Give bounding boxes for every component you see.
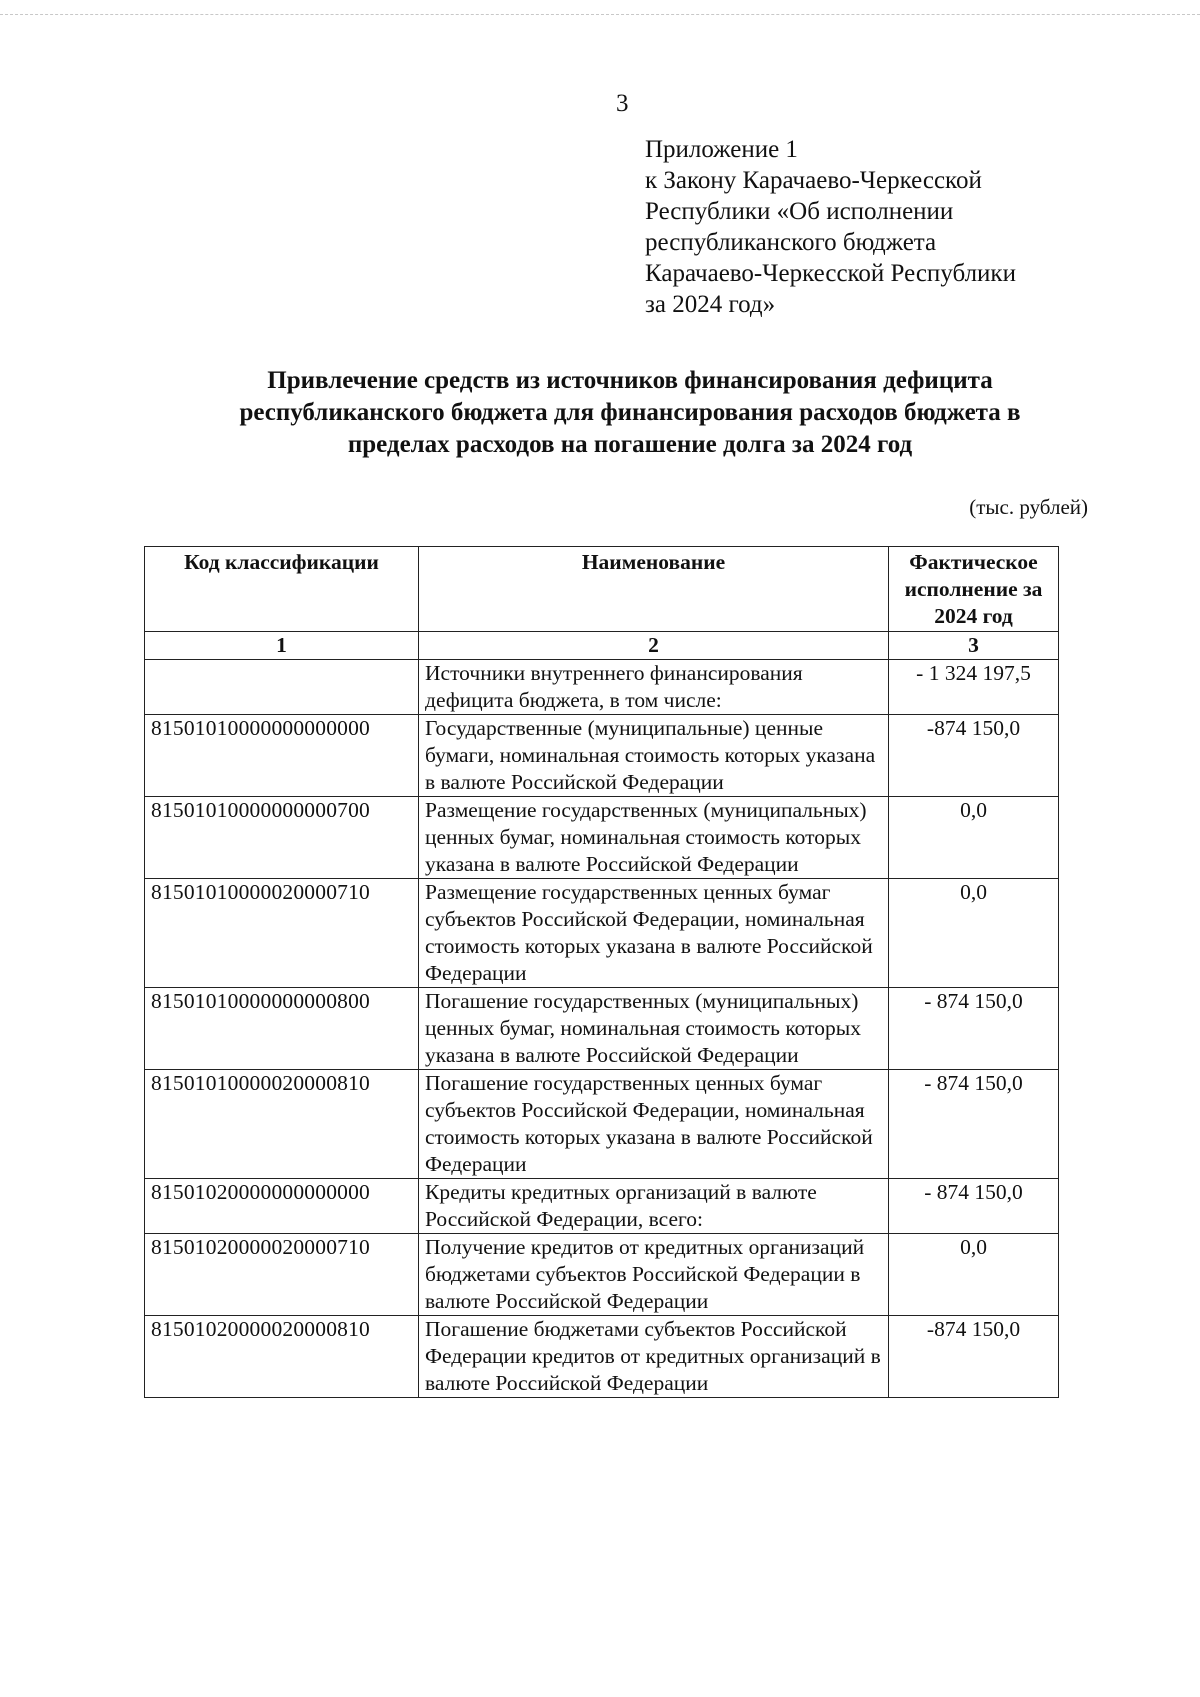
row-name: Погашение государственных ценных бумаг субъектов Российской Федерации, номинальная стоимость которых указана в валюте Российской Федерации [419,1070,889,1179]
row-code: 81501010000000000700 [145,797,419,879]
row-code: 81501010000020000710 [145,879,419,988]
column-number: 3 [889,632,1059,660]
document-title [160,365,1100,461]
row-code: 81501020000020000810 [145,1316,419,1398]
title-line: республиканского бюджета для финансирования расходов бюджета в [239,399,1021,426]
row-name: Получение кредитов от кредитных организаций бюджетами субъектов Российской Федерации в валюте Российской Федерации [419,1234,889,1316]
budget-sources-table [144,546,1059,1398]
appendix-reference [645,134,1016,320]
row-name: Погашение государственных (муниципальных) ценных бумаг, номинальная стоимость которых указана в валюте Российской Федерации [419,988,889,1070]
table-row [145,797,1059,879]
table-row [145,660,1059,715]
row-value: 0,0 [889,879,1059,988]
appendix-line: Карачаево-Черкесской Республики [645,260,1016,287]
column-number-row [145,632,1059,660]
appendix-line: республиканского бюджета [645,229,937,256]
row-value: -874 150,0 [889,1316,1059,1398]
table-row [145,1070,1059,1179]
table-header-row [145,547,1059,632]
row-code: 81501010000000000000 [145,715,419,797]
appendix-line: к Закону Карачаево-Черкесской [645,167,982,194]
table-row [145,1179,1059,1234]
header-code: Код классификации [145,547,419,632]
row-value: 0,0 [889,797,1059,879]
row-name: Размещение государственных (муниципальных) ценных бумаг, номинальная стоимость которых указана в валюте Российской Федерации [419,797,889,879]
row-name: Источники внутреннего финансирования дефицита бюджета, в том числе: [419,660,889,715]
row-name: Кредиты кредитных организаций в валюте Российской Федерации, всего: [419,1179,889,1234]
row-code: 81501020000020000710 [145,1234,419,1316]
header-name: Наименование [419,547,889,632]
title-line: Привлечение средств из источников финансирования дефицита [267,367,993,394]
row-name: Размещение государственных ценных бумаг субъектов Российской Федерации, номинальная стоимость которых указана в валюте Российской Федерации [419,879,889,988]
row-value: - 874 150,0 [889,1179,1059,1234]
page-number: 3 [616,90,629,117]
row-name: Погашение бюджетами субъектов Российской Федерации кредитов от кредитных организаций в валюте Российской Федерации [419,1316,889,1398]
row-code [145,660,419,715]
table-row [145,1234,1059,1316]
header-value: Фактическое исполнение за 2024 год [889,547,1059,632]
table-row [145,988,1059,1070]
column-number: 2 [419,632,889,660]
row-value: 0,0 [889,1234,1059,1316]
title-line: пределах расходов на погашение долга за 2024 год [347,431,913,458]
table-row [145,715,1059,797]
appendix-line: Республики «Об исполнении [645,198,954,225]
units-label: (тыс. рублей) [969,495,1088,519]
appendix-line: Приложение 1 [645,136,798,163]
row-value: - 874 150,0 [889,1070,1059,1179]
row-code: 81501020000000000000 [145,1179,419,1234]
row-value: - 1 324 197,5 [889,660,1059,715]
appendix-line: за 2024 год» [645,291,776,318]
table-row [145,879,1059,988]
table-row [145,1316,1059,1398]
column-number: 1 [145,632,419,660]
row-value: - 874 150,0 [889,988,1059,1070]
row-name: Государственные (муниципальные) ценные бумаги, номинальная стоимость которых указана в валюте Российской Федерации [419,715,889,797]
row-code: 81501010000000000800 [145,988,419,1070]
row-code: 81501010000020000810 [145,1070,419,1179]
row-value: -874 150,0 [889,715,1059,797]
scan-edge-line [0,14,1200,15]
